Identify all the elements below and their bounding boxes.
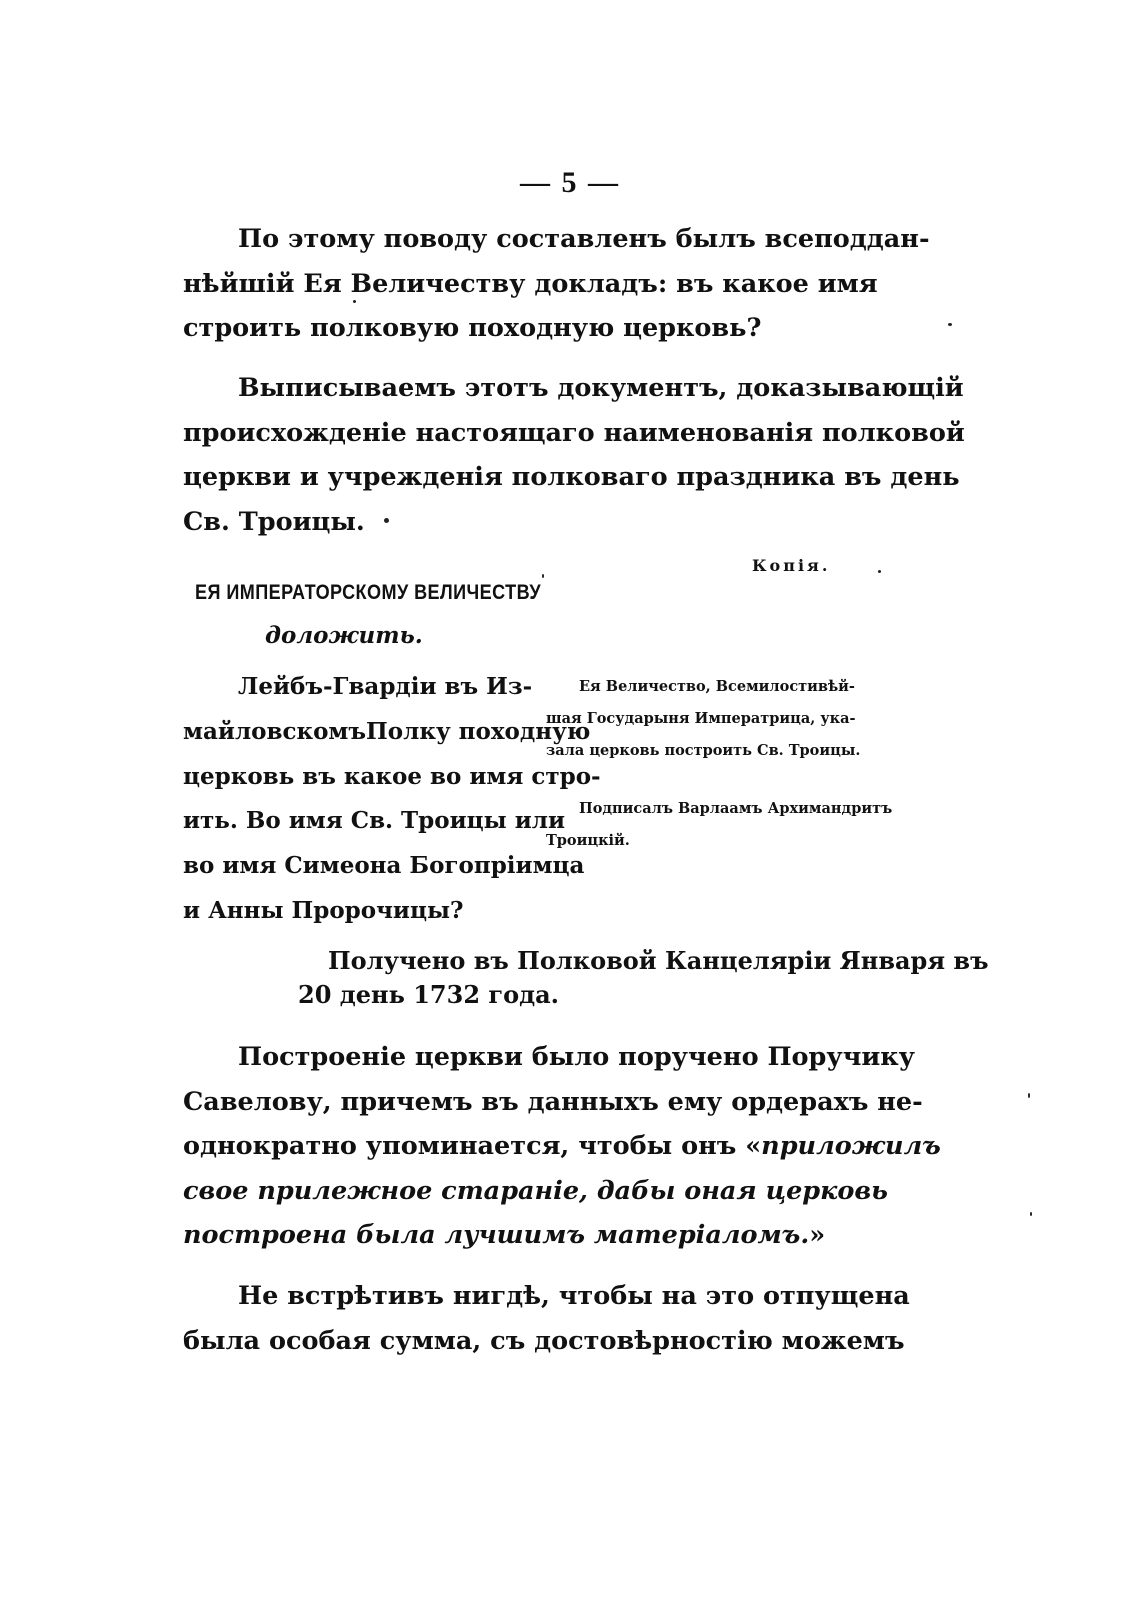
print-speck [948, 323, 952, 326]
text-line: По этому поводу составленъ былъ всеподдан- [238, 224, 930, 254]
text-line: Савелову, причемъ въ данныхъ ему ордерахъ не- [183, 1086, 923, 1117]
text-line: нѣйшій Ея Величеству докладъ: въ какое имя [183, 268, 878, 299]
print-speck [353, 300, 356, 303]
text-line: построена была лучшимъ матеріаломъ.» [183, 1220, 826, 1250]
text-line: свое прилежное стараніе, дабы оная церковь [183, 1175, 888, 1206]
left-column-line: и Анны Пророчицы? [183, 896, 464, 924]
print-speck [878, 570, 881, 573]
print-speck [1028, 1093, 1030, 1098]
left-column-line: Лейбъ-Гвардіи въ Из- [238, 673, 533, 700]
text-line: церкви и учрежденія полковаго праздника въ день [183, 462, 960, 492]
print-speck [1030, 1212, 1032, 1216]
print-speck [384, 518, 389, 523]
right-column-line: шая Государыня Императрица, ука- [546, 710, 856, 727]
right-column-line: Троицкій. [546, 832, 630, 849]
document-subheading: доложить. [265, 622, 423, 649]
text-line: была особая сумма, съ достовѣрностію можемъ [183, 1325, 905, 1356]
page-number: — 5 — [520, 166, 620, 199]
text-line: Св. Троицы. [183, 506, 365, 537]
text-line: Построеніе церкви было поручено Поручику [238, 1042, 916, 1072]
text-line: строить полковую походную церковь? [183, 313, 762, 343]
left-column-line: церковь въ какое во имя стро- [183, 762, 601, 790]
paragraph-construction [183, 1035, 941, 1258]
text-line: Не встрѣтивъ нигдѣ, чтобы на это отпущена [238, 1281, 910, 1311]
received-line: Получено въ Полковой Канцеляріи Января въ [328, 946, 989, 975]
received-note [298, 944, 989, 1012]
document-heading: ЕЯ ИМПЕРАТОРСКОМУ ВЕЛИЧЕСТВУ [195, 581, 542, 604]
paragraph-report [183, 217, 930, 351]
text-line: однократно упоминается, чтобы онъ «приложилъ [183, 1131, 941, 1161]
copy-label: Копія. [752, 556, 831, 575]
right-column-line: Ея Величество, Всемилостивѣй- [579, 678, 855, 695]
right-column-line: Подписалъ Варлаамъ Архимандритъ [579, 800, 893, 817]
left-column-line: во имя Симеона Богопріимца [183, 852, 585, 880]
right-column-line: зала церковь построить Св. Троицы. [546, 742, 861, 759]
left-column-line: майловскомъПолку походную [183, 717, 591, 745]
paragraph-document-intro [183, 366, 965, 544]
received-line: 20 день 1732 года. [298, 980, 559, 1009]
print-speck [542, 574, 544, 578]
text-line: происхожденіе настоящаго наименованія полковой [183, 417, 965, 448]
text-line: Выписываемъ этотъ документъ, доказывающій [238, 373, 964, 403]
paragraph-conclusion [183, 1274, 910, 1363]
left-column-line: ить. Во имя Св. Троицы или [183, 807, 566, 835]
document-right-column [546, 671, 893, 857]
